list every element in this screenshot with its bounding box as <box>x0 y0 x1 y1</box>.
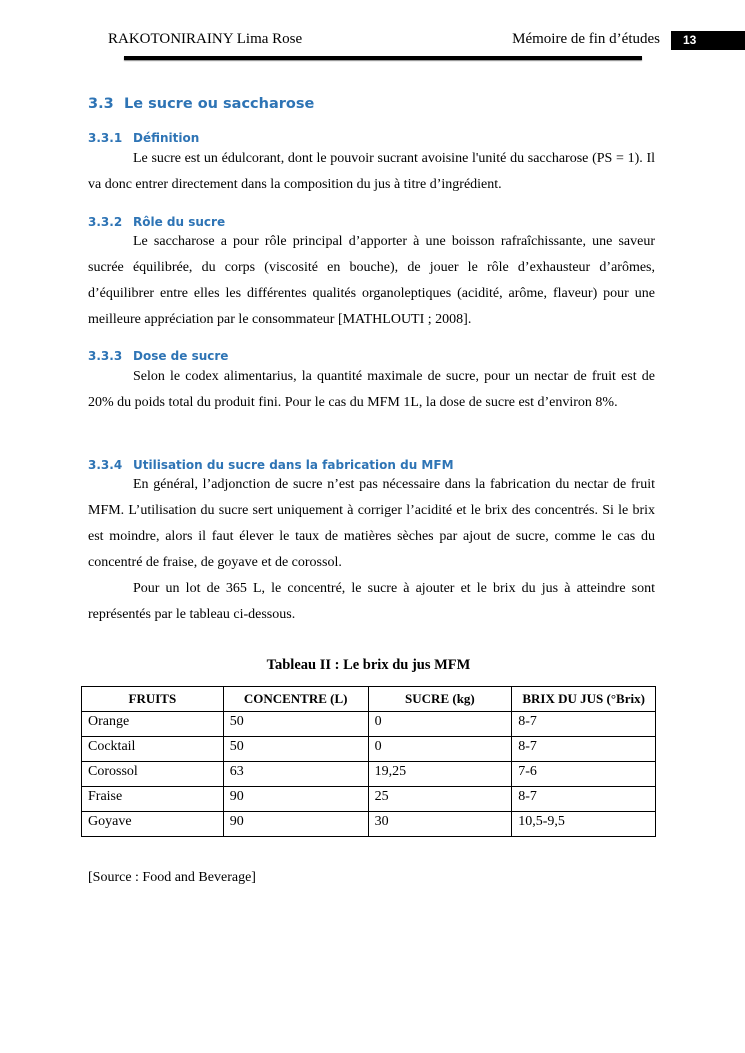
table-cell: Cocktail <box>82 737 224 762</box>
column-header-brix: BRIX DU JUS (°Brix) <box>512 687 656 712</box>
section-heading <box>88 96 314 112</box>
table-cell: 63 <box>223 762 368 787</box>
paragraph-definition: Le sucre est un édulcorant, dont le pouvoir sucrant avoisine l'unité du saccharose (PS = 1). Il va donc entrer directement dans la composition du jus à titre d’ingrédient. <box>88 151 655 192</box>
table-cell: 50 <box>223 737 368 762</box>
subsection-title: Définition <box>133 131 200 145</box>
table-cell: 0 <box>368 737 512 762</box>
table-cell: 8-7 <box>512 787 656 812</box>
paragraph-utilisation-1: En général, l’adjonction de sucre n’est pas nécessaire dans la fabrication du nectar de fruit MFM. L’utilisation du sucre sert uniquement à corriger l’acidité et le brix des concentrés. Si le brix est moindre, alors il faut élever le taux de matières sèches par ajout de sucre, comme le cas du concentré de fraise, de goyave et de corossol. <box>88 477 655 570</box>
table-cell: 7-6 <box>512 762 656 787</box>
table-row <box>82 762 656 787</box>
subsection-title: Utilisation du sucre dans la fabrication du MFM <box>133 458 454 472</box>
subsection-number: 3.3.1 <box>88 131 123 145</box>
table-cell: 8-7 <box>512 737 656 762</box>
table-source: [Source : Food and Beverage] <box>88 870 256 885</box>
subsection-title: Rôle du sucre <box>133 215 226 229</box>
subsection-number: 3.3.4 <box>88 458 123 472</box>
header-doc-title: Mémoire de fin d’études <box>512 31 660 47</box>
table-cell: 19,25 <box>368 762 512 787</box>
paragraph-role: Le saccharose a pour rôle principal d’apporter à une boisson rafraîchissante, une saveur sucrée équilibrée, du corps (viscosité en bouche), de jouer le rôle d’exhausteur d’arômes, d’équilibrer entre elles les différentes qualités organoleptiques (acidité, arôme, flaveur) pour une meilleure appréciation par le consommateur [MATHLOUTI ; 2008]. <box>88 234 655 327</box>
table-cell: 10,5-9,5 <box>512 812 656 837</box>
subsection-heading-dose <box>88 349 228 363</box>
section-title: Le sucre ou saccharose <box>124 96 315 112</box>
table-cell: 90 <box>223 812 368 837</box>
column-header-fruits: FRUITS <box>82 687 224 712</box>
table-row <box>82 787 656 812</box>
subsection-number: 3.3.2 <box>88 215 123 229</box>
paragraph-dose: Selon le codex alimentarius, la quantité maximale de sucre, pour un nectar de fruit est de 20% du poids total du produit fini. Pour le cas du MFM 1L, la dose de sucre est d’environ 8%. <box>88 369 655 410</box>
subsection-number: 3.3.3 <box>88 349 123 363</box>
header-divider <box>124 56 642 60</box>
table-cell: Goyave <box>82 812 224 837</box>
table-row <box>82 812 656 837</box>
section-number: 3.3 <box>88 96 114 112</box>
page-number-badge: 13 <box>671 31 745 50</box>
table-cell: 25 <box>368 787 512 812</box>
table-cell: Orange <box>82 712 224 737</box>
header-author: RAKOTONIRAINY Lima Rose <box>108 31 303 47</box>
subsection-heading-utilisation <box>88 458 454 472</box>
table-cell: Fraise <box>82 787 224 812</box>
table-cell: 30 <box>368 812 512 837</box>
paragraph-utilisation-2: Pour un lot de 365 L, le concentré, le sucre à ajouter et le brix du jus à atteindre sont représentés par le tableau ci-dessous. <box>88 581 655 622</box>
table-row <box>82 737 656 762</box>
table-cell: 8-7 <box>512 712 656 737</box>
table-cell: Corossol <box>82 762 224 787</box>
subsection-heading-definition <box>88 131 199 145</box>
table-cell: 0 <box>368 712 512 737</box>
brix-table <box>81 686 656 837</box>
table-cell: 50 <box>223 712 368 737</box>
table-row <box>82 712 656 737</box>
table-caption: Tableau II : Le brix du jus MFM <box>266 657 471 673</box>
table-cell: 90 <box>223 787 368 812</box>
table-header-row <box>82 687 656 712</box>
subsection-title: Dose de sucre <box>133 349 229 363</box>
subsection-heading-role <box>88 215 225 229</box>
column-header-concentre: CONCENTRE (L) <box>223 687 368 712</box>
column-header-sucre: SUCRE (kg) <box>368 687 512 712</box>
